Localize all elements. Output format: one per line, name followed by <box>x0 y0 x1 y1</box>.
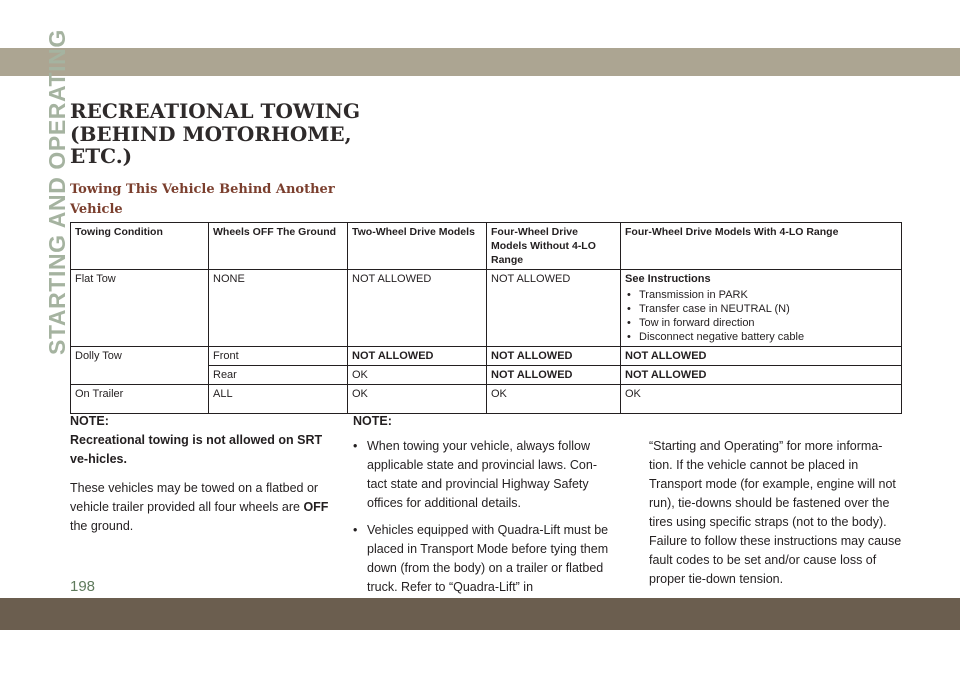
note-label: NOTE: <box>70 414 109 428</box>
table-header-cell: Wheels OFF The Ground <box>209 223 348 270</box>
paragraph-emphasis: OFF <box>303 500 329 514</box>
paragraph-text: the ground. <box>70 519 134 533</box>
note-label: NOTE: <box>353 414 392 428</box>
table-header-cell: Four-Wheel Drive Models Without 4-LO Range <box>487 223 621 270</box>
list-item: • Vehicles equipped with Quadra-Lift must be placed in Transport Mode before tying them down (from the body) on a trailer or flatbed truck. Refer to “Quadra-Lift” in <box>353 521 617 597</box>
list-item: • Transmission in PARK <box>625 288 897 302</box>
table-cell: NOT ALLOWED <box>487 347 621 366</box>
table-cell: NOT ALLOWED <box>621 347 902 366</box>
section-subtitle: Towing This Vehicle Behind Another Vehicle <box>70 182 335 217</box>
table-cell: OK <box>621 385 902 414</box>
table-cell: NOT ALLOWED <box>487 270 621 347</box>
table-cell: NOT ALLOWED <box>348 347 487 366</box>
text-column-1 <box>70 412 333 546</box>
table-row <box>71 347 902 366</box>
table-header-cell: Towing Condition <box>71 223 209 270</box>
table-cell: NONE <box>209 270 348 347</box>
table-cell: On Trailer <box>71 385 209 414</box>
towing-table <box>70 222 902 414</box>
note-bullet-list <box>353 437 617 597</box>
table-header-cell: Two-Wheel Drive Models <box>348 223 487 270</box>
table-cell: Dolly Tow <box>71 347 209 385</box>
instructions-heading: See Instructions <box>625 273 711 285</box>
body-paragraph <box>70 479 333 536</box>
table-cell: OK <box>487 385 621 414</box>
bottom-color-band <box>0 598 960 630</box>
paragraph-text: These vehicles may be towed on a flatbed or vehicle trailer provided all four wheels are <box>70 481 319 514</box>
table-cell: Front <box>209 347 348 366</box>
body-paragraph: “Starting and Operating” for more informa-tion. If the vehicle cannot be placed in Transport mode (for example, engine will not run), tie-downs should be fastened over the tires using specific straps (not to the body). Failure to follow these instructions may cause fault codes to be set and/or cause loss of proper tie-down tension. <box>649 439 902 586</box>
list-item: • Transfer case in NEUTRAL (N) <box>625 302 897 316</box>
table-header-row <box>71 223 902 270</box>
table-cell: ALL <box>209 385 348 414</box>
table-cell: OK <box>348 366 487 385</box>
list-item: • Disconnect negative battery cable <box>625 330 897 344</box>
table-cell: Rear <box>209 366 348 385</box>
table-cell: NOT ALLOWED <box>348 270 487 347</box>
table-cell: NOT ALLOWED <box>621 366 902 385</box>
note-text: Recreational towing is not allowed on SRT ve-hicles. <box>70 433 323 466</box>
table-row <box>71 385 902 414</box>
instructions-list <box>625 288 897 344</box>
text-column-2 <box>353 412 617 605</box>
page-number: 198 <box>70 578 96 595</box>
table-cell-instructions <box>621 270 902 347</box>
text-column-3 <box>649 437 902 599</box>
table-cell: NOT ALLOWED <box>487 366 621 385</box>
section-side-label: STARTING AND OPERATING <box>44 29 70 355</box>
table-row <box>71 270 902 347</box>
list-item: • Tow in forward direction <box>625 316 897 330</box>
top-color-band <box>0 48 960 76</box>
page-title: RECREATIONAL TOWING (BEHIND MOTORHOME, ETC.) <box>70 99 361 168</box>
list-item: • When towing your vehicle, always follow applicable state and provincial laws. Con-tact state and provincial Highway Safety offices for additional details. <box>353 437 617 513</box>
table-header-cell: Four-Wheel Drive Models With 4-LO Range <box>621 223 902 270</box>
table-cell: Flat Tow <box>71 270 209 347</box>
table-cell: OK <box>348 385 487 414</box>
